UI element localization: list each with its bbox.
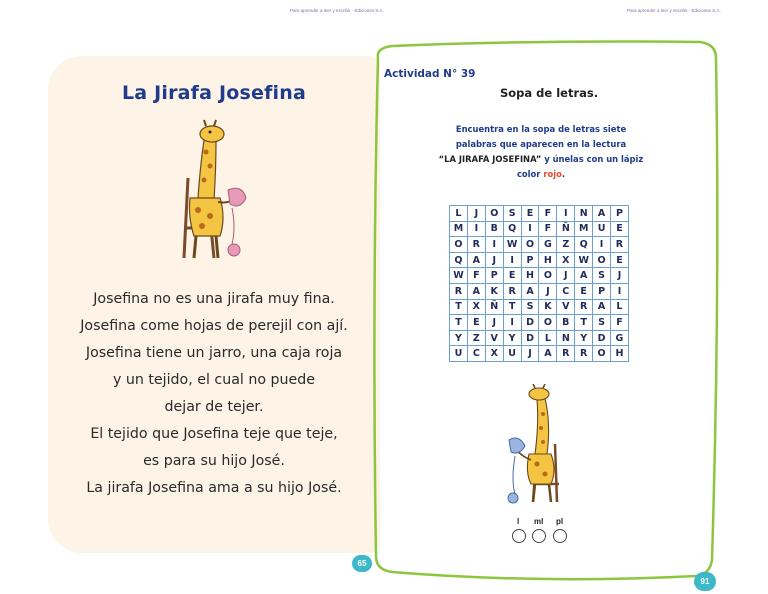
word-grid-cell[interactable]: O — [539, 268, 557, 284]
word-grid-cell[interactable]: O — [485, 206, 503, 222]
instruction-line: Encuentra en la sopa de letras siete — [455, 124, 627, 134]
word-grid-row — [450, 268, 629, 284]
word-grid-cell[interactable]: A — [593, 206, 611, 222]
word-grid-cell[interactable]: H — [611, 346, 629, 362]
word-grid-cell[interactable]: E — [611, 221, 629, 237]
word-grid-cell[interactable]: V — [557, 299, 575, 315]
word-grid-cell[interactable]: E — [503, 268, 521, 284]
word-grid-cell[interactable]: I — [503, 315, 521, 331]
word-grid-cell[interactable]: L — [539, 330, 557, 346]
activity-subtitle: Sopa de letras. — [500, 86, 599, 100]
word-grid-cell[interactable]: E — [467, 315, 485, 331]
syllable-label: ml — [534, 517, 544, 526]
word-grid-cell[interactable]: Z — [557, 237, 575, 253]
word-grid-cell[interactable]: J — [485, 315, 503, 331]
word-grid-cell[interactable]: C — [467, 346, 485, 362]
story-line: La jirafa Josefina ama a su hijo José. — [86, 480, 342, 496]
word-grid-cell[interactable]: Y — [575, 330, 593, 346]
word-search-grid[interactable] — [449, 205, 629, 362]
word-grid-cell[interactable]: A — [539, 346, 557, 362]
word-grid-cell[interactable]: F — [467, 268, 485, 284]
word-grid-cell[interactable]: Q — [503, 221, 521, 237]
word-grid-cell[interactable]: Ñ — [485, 299, 503, 315]
word-grid-cell[interactable]: T — [450, 299, 468, 315]
word-grid-cell[interactable]: Z — [467, 330, 485, 346]
word-grid-cell[interactable]: I — [593, 237, 611, 253]
word-grid-cell[interactable]: E — [521, 206, 539, 222]
word-grid-row — [450, 252, 629, 268]
word-grid-cell[interactable]: X — [467, 299, 485, 315]
instruction-line: palabras que aparecen en la lectura — [455, 139, 627, 149]
word-grid-cell[interactable]: S — [503, 206, 521, 222]
word-grid-cell[interactable]: F — [611, 315, 629, 331]
syllable-label: l — [517, 517, 520, 526]
word-grid-cell[interactable]: Q — [575, 237, 593, 253]
word-grid-cell[interactable]: G — [539, 237, 557, 253]
word-grid-cell[interactable]: J — [467, 206, 485, 222]
word-grid-row — [450, 330, 629, 346]
word-grid-cell[interactable]: R — [575, 299, 593, 315]
instruction-quote: “LA JIRAFA JOSEFINA” — [438, 154, 542, 164]
word-grid-cell[interactable]: S — [521, 299, 539, 315]
word-grid-row — [450, 283, 629, 299]
word-grid-cell[interactable]: K — [539, 299, 557, 315]
word-grid-cell[interactable]: J — [521, 346, 539, 362]
word-grid-cell[interactable]: M — [450, 221, 468, 237]
word-grid-cell[interactable]: P — [485, 268, 503, 284]
instruction-line: y únelas con un lápiz — [541, 154, 644, 164]
word-grid-row — [450, 221, 629, 237]
word-grid-cell[interactable]: Y — [503, 330, 521, 346]
word-grid-cell[interactable]: L — [611, 299, 629, 315]
word-grid-cell[interactable]: Q — [450, 252, 468, 268]
word-grid-cell[interactable]: A — [467, 283, 485, 299]
word-grid-cell[interactable]: E — [575, 283, 593, 299]
word-grid-cell[interactable]: F — [539, 206, 557, 222]
word-grid-cell[interactable]: O — [450, 237, 468, 253]
word-grid-cell[interactable]: R — [450, 283, 468, 299]
word-grid-cell[interactable]: D — [593, 330, 611, 346]
page-header-left: Para aprender a leer y escribir · Ediciones S.A. — [290, 8, 384, 13]
word-grid-cell[interactable]: W — [575, 252, 593, 268]
instruction-line: color — [516, 169, 544, 179]
story-line: y un tejido, el cual no puede — [112, 372, 316, 388]
syllable-answer-circle[interactable] — [532, 529, 546, 543]
page-number-right: 91 — [694, 572, 716, 591]
word-grid-row — [450, 346, 629, 362]
word-grid-cell[interactable]: J — [539, 283, 557, 299]
word-grid-cell[interactable]: J — [611, 268, 629, 284]
instruction-line: . — [561, 169, 566, 179]
word-grid-cell[interactable]: P — [611, 206, 629, 222]
word-grid-cell[interactable]: J — [557, 268, 575, 284]
word-grid-cell[interactable]: Ñ — [557, 221, 575, 237]
page-header-right: Para aprender a leer y escribir · Ediciones S.A. — [627, 8, 721, 13]
word-grid-cell[interactable]: I — [611, 283, 629, 299]
word-grid-cell[interactable]: B — [485, 221, 503, 237]
word-grid-cell[interactable]: E — [611, 252, 629, 268]
word-grid-cell[interactable]: U — [450, 346, 468, 362]
word-grid-cell[interactable]: R — [557, 346, 575, 362]
syllable-answer-circle[interactable] — [512, 529, 526, 543]
word-grid-cell[interactable]: O — [593, 252, 611, 268]
word-grid-cell[interactable]: H — [539, 252, 557, 268]
word-grid-cell[interactable]: I — [521, 221, 539, 237]
word-grid-cell[interactable]: I — [557, 206, 575, 222]
page-number-left: 65 — [352, 555, 372, 572]
word-grid-cell[interactable]: G — [611, 330, 629, 346]
word-grid-cell[interactable]: A — [575, 268, 593, 284]
story-line: El tejido que Josefina teje que teje, — [90, 426, 338, 442]
word-grid-cell[interactable]: M — [575, 221, 593, 237]
word-grid-cell[interactable]: D — [521, 330, 539, 346]
giraffe-knitting-illustration-small — [505, 384, 575, 508]
word-grid-cell[interactable]: O — [593, 346, 611, 362]
activity-instructions — [430, 122, 652, 182]
word-grid-cell[interactable]: C — [557, 283, 575, 299]
word-grid-cell[interactable]: I — [503, 252, 521, 268]
story-title: La Jirafa Josefina — [121, 82, 307, 104]
word-grid-cell[interactable]: W — [450, 268, 468, 284]
story-line: es para su hijo José. — [143, 453, 285, 469]
word-grid-cell[interactable]: T — [575, 315, 593, 331]
word-grid-cell[interactable]: W — [503, 237, 521, 253]
word-grid-cell[interactable]: N — [557, 330, 575, 346]
word-grid-cell[interactable]: P — [521, 252, 539, 268]
activity-number: Actividad N° 39 — [384, 68, 476, 80]
story-line: Josefina come hojas de perejil con ají. — [80, 318, 348, 334]
word-grid-cell[interactable]: K — [485, 283, 503, 299]
word-grid-cell[interactable]: O — [539, 315, 557, 331]
word-grid-cell[interactable]: R — [503, 283, 521, 299]
word-grid-cell[interactable]: P — [593, 283, 611, 299]
word-grid-cell[interactable]: A — [467, 252, 485, 268]
word-grid-cell[interactable]: R — [575, 346, 593, 362]
word-grid-cell[interactable]: F — [539, 221, 557, 237]
word-grid-cell[interactable]: R — [611, 237, 629, 253]
word-grid-cell[interactable]: I — [467, 221, 485, 237]
story-line: Josefina tiene un jarro, una caja roja — [85, 345, 343, 361]
word-grid-cell[interactable]: U — [593, 221, 611, 237]
word-grid-cell[interactable]: S — [593, 268, 611, 284]
story-line: dejar de tejer. — [164, 399, 264, 415]
word-grid-cell[interactable]: T — [503, 299, 521, 315]
word-grid-cell[interactable]: O — [521, 237, 539, 253]
instruction-color-word: rojo — [543, 169, 562, 179]
word-grid-cell[interactable]: J — [485, 252, 503, 268]
syllable-answer-circle[interactable] — [553, 529, 567, 543]
word-grid-cell[interactable]: T — [450, 315, 468, 331]
word-grid-cell[interactable]: D — [521, 315, 539, 331]
word-grid-cell[interactable]: X — [485, 346, 503, 362]
word-grid-cell[interactable]: L — [450, 206, 468, 222]
word-grid-cell[interactable]: X — [557, 252, 575, 268]
word-grid-row — [450, 315, 629, 331]
word-grid-cell[interactable]: Y — [450, 330, 468, 346]
word-grid-cell[interactable]: S — [593, 315, 611, 331]
word-grid-cell[interactable]: A — [593, 299, 611, 315]
word-grid-cell[interactable]: R — [467, 237, 485, 253]
word-grid-row — [450, 299, 629, 315]
word-grid-cell[interactable]: V — [485, 330, 503, 346]
word-grid-cell[interactable]: N — [575, 206, 593, 222]
word-grid-cell[interactable]: H — [521, 268, 539, 284]
syllable-label: pl — [556, 517, 564, 526]
word-grid-cell[interactable]: B — [557, 315, 575, 331]
word-grid-cell[interactable]: U — [503, 346, 521, 362]
word-grid-row — [450, 206, 629, 222]
word-grid-cell[interactable]: I — [485, 237, 503, 253]
word-grid-row — [450, 237, 629, 253]
word-grid-cell[interactable]: A — [521, 283, 539, 299]
story-line: Josefina no es una jirafa muy fina. — [93, 291, 335, 307]
